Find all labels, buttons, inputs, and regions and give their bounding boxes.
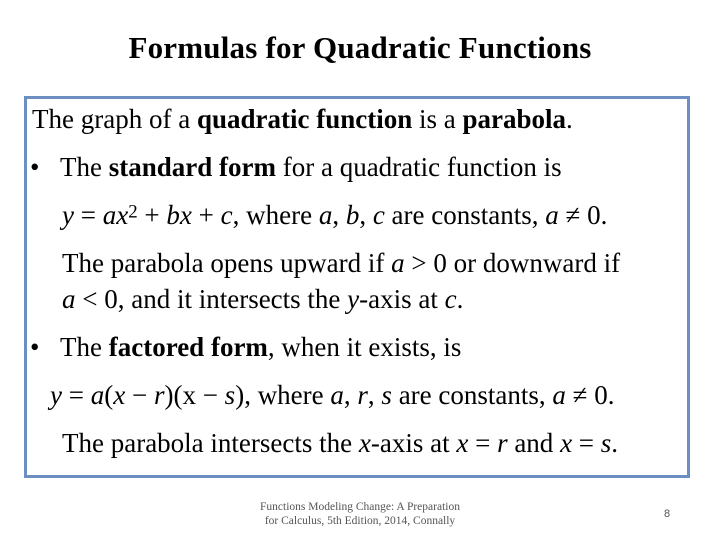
bullet-icon: •	[30, 152, 40, 182]
footer-citation	[240, 500, 480, 528]
factored-form-description: The parabola intersects the x-axis at x = r and x = s.	[62, 428, 619, 458]
standard-form-description-2: a < 0, and it intersects the y-axis at c.	[62, 284, 464, 314]
footer-line-2: for Calculus, 5th Edition, 2014, Connally	[264, 515, 456, 527]
footer-line-1: Functions Modeling Change: A Preparation	[260, 501, 460, 513]
page-number: 8	[664, 508, 671, 520]
factored-form-bullet: • The factored form, when it exists, is	[30, 332, 462, 362]
standard-form-description-1: The parabola opens upward if a > 0 or downward if	[62, 248, 621, 278]
intro-line: The graph of a quadratic function is a parabola.	[32, 104, 573, 134]
factored-form-equation: y = a(x − r)(x − s), where a, r, s are constants, a ≠ 0.	[50, 380, 615, 410]
slide-title: Formulas for Quadratic Functions	[128, 30, 592, 65]
bullet-icon: •	[30, 332, 40, 362]
standard-form-equation: $y = ax^2$ + bx + c, where a, b, c are constants, a ≠ 0.	[62, 200, 608, 230]
standard-form-bullet: • The standard form for a quadratic function is	[30, 152, 562, 182]
